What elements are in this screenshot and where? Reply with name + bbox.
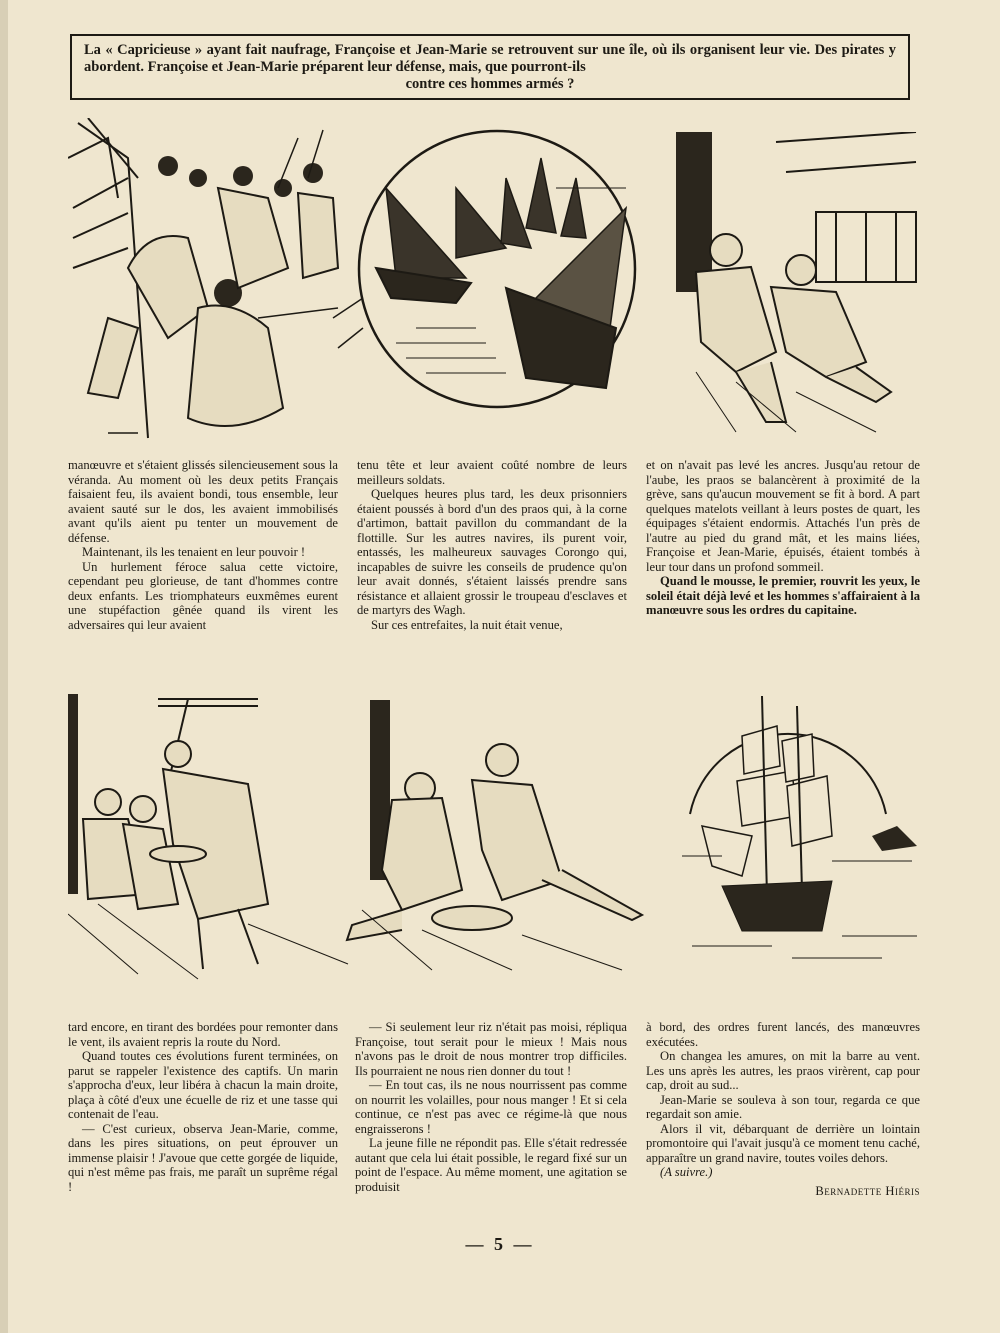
- illustration-praos-fleet-drawing: [356, 128, 638, 410]
- text-column-3: [646, 458, 920, 618]
- page-edge: [0, 0, 8, 1333]
- paragraph: Un hurlement féroce salua cette victoire, cependant peu glorieuse, de tant d'hommes contre deux enfants. Les triomphateurs euxmêmes eurent une stupéfaction gênée quand ils virent les adversaires qui leur avaient: [68, 559, 338, 632]
- text-column-6: [646, 1020, 920, 1198]
- illustration-pirates-attack-drawing: [68, 118, 364, 440]
- illustration-captives-eating-drawing: [342, 700, 660, 972]
- paragraph: On changea les amures, on mit la barre au vent. Les uns après les autres, les praos virèrent, cap pour cap, droit au sud...: [646, 1049, 920, 1092]
- paragraph: Sur ces entrefaites, la nuit était venue,: [371, 617, 563, 632]
- paragraph: et on n'avait pas levé les ancres. Jusqu'au retour de l'aube, les praos se balancèrent à proximité de la grève, sans qu'aucun mouvement se fit à bord. A part quelques matelots veillant à leurs postes de quart, les équipages s'étaient endormis. Attachés l'un près de l'autre au pied du grand mât, et les mains liées, Françoise et Jean-Marie, épuisés, étaient tombés à leur tour dans un profond sommeil.: [646, 458, 920, 574]
- illustration-sailor-brings-rice: [68, 694, 352, 980]
- illustration-captives-at-mast-drawing: [676, 132, 920, 438]
- illustration-great-ship-drawing: [682, 696, 922, 980]
- paragraph: tenu tête et leur avaient coûté nombre de leurs meilleurs soldats.: [357, 458, 627, 487]
- paragraph: Quelques heures plus tard, les deux prisonniers étaient poussés à bord d'un des praos qui, à la corne d'artimon, battait pavillon du commandant de la flottille. Sur les autres navires, ils purent voir, entassés, les malheureux sauvages Corongo qui, incapables de suivre les conseils de prudence qu'on leur avait donnés, s'étaient laissés prendre sans résistance et allaient grossir le troupeau d'esclaves et de martyrs des Wagh.: [357, 487, 627, 617]
- paragraph: tard encore, en tirant des bordées pour remonter dans le vent, ils avaient repris la route du Nord.: [68, 1020, 338, 1049]
- illustration-praos-fleet: [356, 128, 638, 410]
- illustration-pirates-attack: [68, 118, 364, 440]
- text-column-1: [68, 458, 338, 632]
- text-column-4: [68, 1020, 338, 1194]
- page-number: — 5 —: [465, 1234, 535, 1254]
- to-be-continued: (A suivre.): [660, 1165, 713, 1179]
- paragraph: Jean-Marie se souleva à son tour, regarda ce que regardait son amie.: [646, 1092, 920, 1121]
- summary-text-last-line: contre ces hommes armés ?: [405, 76, 575, 92]
- author-signature: Bernadette Hiéris: [815, 1183, 920, 1198]
- paragraph: Maintenant, ils les tenaient en leur pouvoir !: [82, 545, 306, 559]
- illustration-captives-eating: [342, 700, 660, 972]
- paragraph: — Si seulement leur riz n'était pas moisi, répliqua Françoise, tout serait pour le mieux ! Mais nous n'avons pas le droit de nous montrer trop difficiles. Ils pourraient ne nous rien donner du tout !: [355, 1020, 627, 1078]
- paragraph: Alors il vit, débarquant de derrière un lointain promontoire qui l'avait jusqu'à ce moment tenu caché, apparaître un grand navire, toutes voiles dehors.: [646, 1121, 920, 1165]
- story-summary-box: [70, 34, 910, 100]
- text-column-2: [357, 458, 627, 632]
- paragraph: à bord, des ordres furent lancés, des manœuvres exécutées.: [646, 1020, 920, 1049]
- illustration-sailor-brings-rice-drawing: [68, 694, 352, 980]
- text-column-5: [355, 1020, 627, 1194]
- paragraph: — En tout cas, ils ne nous nourrissent pas comme on nourrit les volailles, pour nous manger ! Et si cela continue, ce n'est pas avec ce régime-là que nous engraisserons !: [355, 1078, 627, 1136]
- illustration-captives-at-mast: [676, 132, 920, 438]
- paragraph: Quand toutes ces évolutions furent terminées, on parut se rappeler l'existence des captifs. Un marin s'approcha d'eux, leur libéra à chacun la main droite, plaça à côté d'eux une écuelle de riz et une tasse qui contenait de l'eau.: [68, 1049, 338, 1121]
- paragraph: — C'est curieux, observa Jean-Marie, comme, dans les pires situations, on peut éprouver un immense plaisir ! J'avoue que cette gorgée de liquide, qui n'est même pas frais, me paraît un suprême régal !: [68, 1121, 338, 1194]
- paragraph: Quand le mousse, le premier, rouvrit les yeux, le soleil était déjà levé et les hommes s'affairaient à la manœuvre sous les ordres du capitaine.: [646, 574, 920, 617]
- illustration-great-ship: [682, 696, 922, 980]
- paragraph: La jeune fille ne répondit pas. Elle s'était redressée autant que cela lui était possible, le regard fixé sur un point de l'espace. Au même moment, une agitation se produisit: [355, 1136, 627, 1194]
- summary-text: La « Capricieuse » ayant fait naufrage, Françoise et Jean-Marie se retrouvent sur une île, où ils organisent leur vie. Des pirates y abordent. Françoise et Jean-Marie préparent leur défense, mais, que pourront-ils: [84, 42, 896, 75]
- paragraph: manœuvre et s'étaient glissés silencieusement sous la véranda. Au moment où les deux petits Français faisaient feu, ils avaient bondi, tous ensemble, leur avaient sauté sur le dos, les avaient immobilisés avant qu'ils aient pu tenter un mouvement de défense.: [68, 458, 338, 545]
